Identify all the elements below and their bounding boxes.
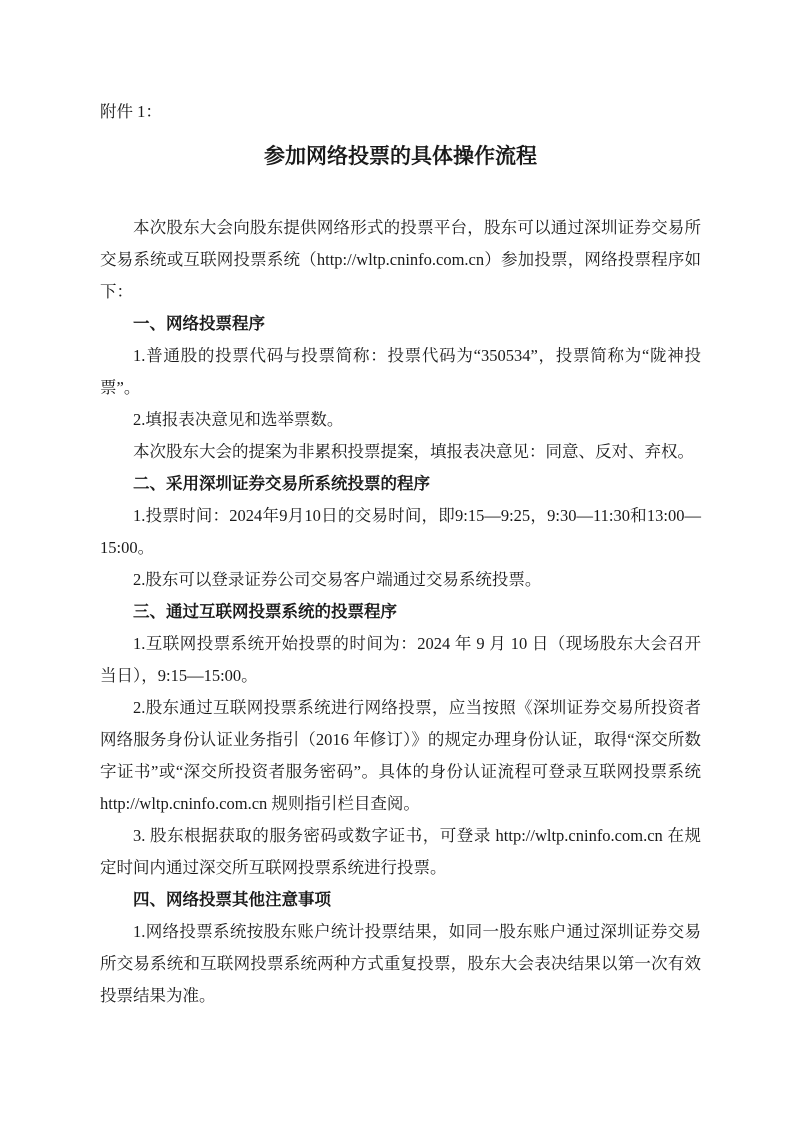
paragraph: 1.互联网投票系统开始投票的时间为：2024 年 9 月 10 日（现场股东大会召开当日），9:15—15:00。 [100, 634, 701, 685]
document-title: 参加网络投票的具体操作流程 [264, 145, 537, 168]
paragraph: 本次股东大会的提案为非累积投票提案，填报表决意见：同意、反对、弃权。 [133, 442, 694, 461]
paragraph: 1.网络投票系统按股东账户统计投票结果，如同一股东账户通过深圳证券交易所交易系统和互联网投票系统两种方式重复投票，股东大会表决结果以第一次有效投票结果为准。 [100, 922, 701, 1005]
paragraph: 1.投票时间：2024年9月10日的交易时间，即9:15—9:25，9:30—11:30和13:00—15:00。 [100, 506, 701, 557]
paragraph: 3. 股东根据获取的服务密码或数字证书，可登录 http://wltp.cninfo.com.cn 在规定时间内通过深交所互联网投票系统进行投票。 [100, 826, 701, 877]
section-heading: 三、通过互联网投票系统的投票程序 [133, 603, 397, 621]
section-heading: 一、网络投票程序 [133, 315, 265, 333]
attachment-label: 附件 1： [100, 102, 162, 121]
paragraph: 2.股东可以登录证券公司交易客户端通过交易系统投票。 [133, 570, 542, 589]
document-body [100, 96, 701, 1012]
paragraph: 2.股东通过互联网投票系统进行网络投票，应当按照《深圳证券交易所投资者网络服务身份认证业务指引（2016 年修订）》的规定办理身份认证，取得“深交所数字证书”或“深交所投资者服务密码”。具体的身份认证流程可登录互联网投票系统 http://wltp.cninfo.com.cn 规则指引栏目查阅。 [100, 698, 701, 813]
paragraph: 1.普通股的投票代码与投票简称：投票代码为“350534”，投票简称为“陇神投票”。 [100, 346, 701, 397]
paragraph: 2.填报表决意见和选举票数。 [133, 410, 344, 429]
section-heading: 二、采用深圳证券交易所系统投票的程序 [133, 475, 430, 493]
paragraph: 本次股东大会向股东提供网络形式的投票平台，股东可以通过深圳证券交易所交易系统或互联网投票系统（http://wltp.cninfo.com.cn）参加投票，网络投票程序如下： [100, 218, 701, 301]
section-heading: 四、网络投票其他注意事项 [133, 891, 331, 909]
